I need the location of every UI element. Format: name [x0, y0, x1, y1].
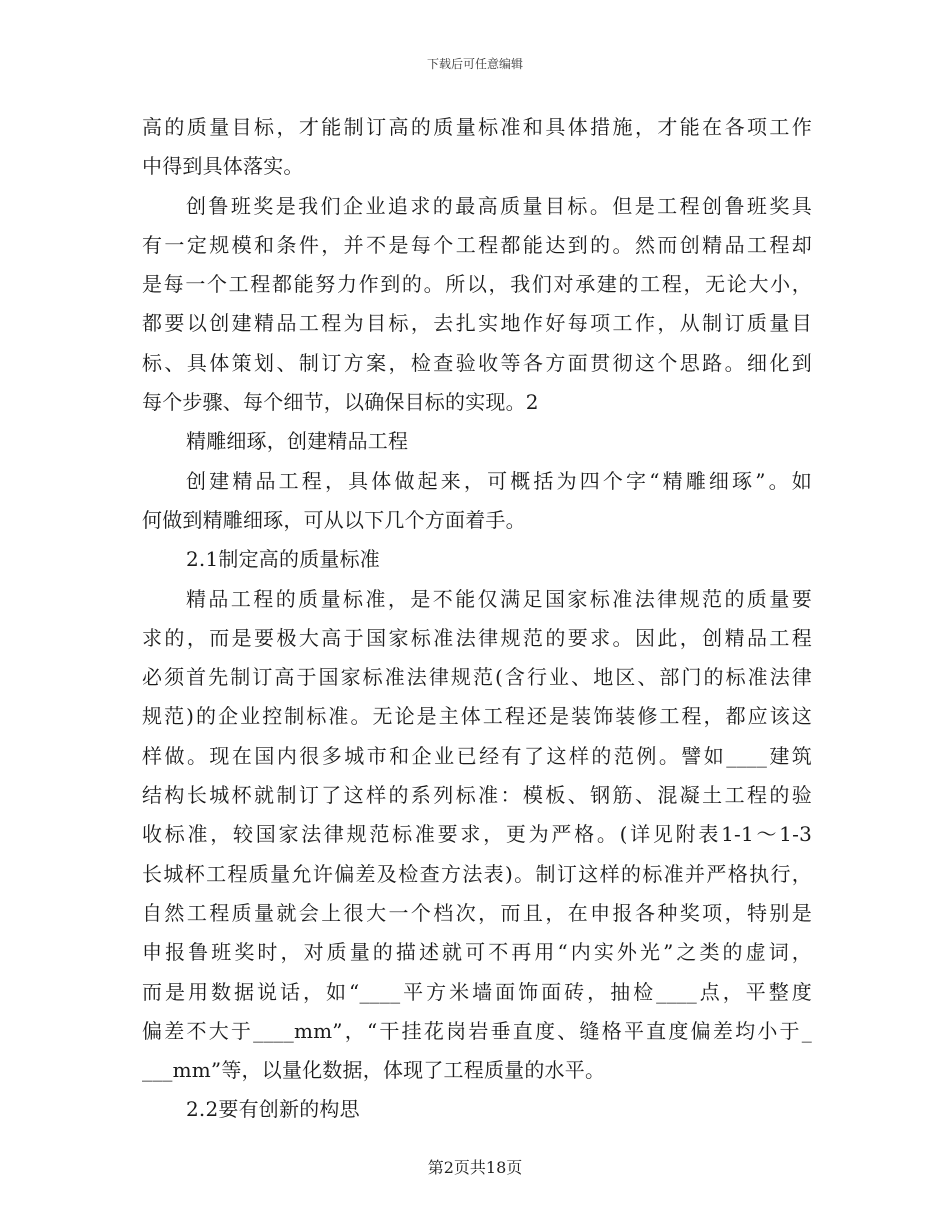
text-line: 2.1制定高的质量标准 — [186, 547, 381, 572]
text-line: 自然工程质量就会上很大一个档次，而且，在申报各种奖项，特别是 — [142, 900, 812, 925]
text-line: 规范)的企业控制标准。无论是主体工程还是装饰装修工程，都应该这 — [142, 704, 812, 729]
text-line: 何做到精雕细琢，可从以下几个方面着手。 — [142, 507, 526, 532]
text-line: 有一定规模和条件，并不是每个工程都能达到的。然而创精品工程却 — [142, 232, 812, 257]
text-line: 创鲁班奖是我们企业追求的最高质量目标。但是工程创鲁班奖具 — [186, 193, 812, 218]
text-line: 每个步骤、每个细节，以确保目标的实现。2 — [142, 390, 539, 415]
page-header: 下载后可任意编辑 — [426, 57, 523, 71]
text-line: 偏差不大于____mm”，“干挂花岗岩垂直度、缝格平直度偏差均小于_ — [142, 1018, 812, 1043]
text-line: 精品工程的质量标准，是不能仅满足国家标准法律规范的质量要 — [186, 586, 812, 611]
text-line: 长城杯工程质量允许偏差及检查方法表)。制订这样的标准并严格执行， — [142, 861, 812, 886]
text-line: 都要以创建精品工程为目标，去扎实地作好每项工作，从制订质量目 — [142, 311, 812, 336]
document-body — [142, 108, 812, 1130]
text-line: 求的，而是要极大高于国家标准法律规范的要求。因此，创精品工程 — [142, 625, 812, 650]
text-line: 是每一个工程都能努力作到的。所以，我们对承建的工程，无论大小， — [142, 272, 812, 297]
text-line: 而是用数据说话，如“____平方米墙面饰面砖，抽检____点，平整度 — [142, 979, 812, 1004]
page-footer: 第2页共18页 — [427, 1158, 523, 1177]
text-line: 必须首先制订高于国家标准法律规范(含行业、地区、部门的标准法律 — [142, 665, 812, 690]
text-line: 创建精品工程，具体做起来，可概括为四个字“精雕细琢”。如 — [186, 468, 812, 493]
text-line: 收标准，较国家法律规范标准要求，更为严格。(详见附表1-1～1-3 — [142, 822, 812, 847]
text-line: 高的质量目标，才能制订高的质量标准和具体措施，才能在各项工作 — [142, 115, 812, 139]
text-line: 样做。现在国内很多城市和企业已经有了这样的范例。譬如____建筑 — [142, 743, 812, 768]
text-line: 申报鲁班奖时，对质量的描述就可不再用“内实外光”之类的虚词， — [142, 940, 812, 965]
text-line: 中得到具体落实。 — [142, 154, 304, 179]
text-line: 结构长城杯就制订了这样的系列标准：模板、钢筋、混凝土工程的验 — [142, 783, 812, 808]
text-line: 精雕细琢，创建精品工程 — [186, 429, 409, 454]
text-line: 标、具体策划、制订方案，检查验收等各方面贯彻这个思路。细化到 — [142, 350, 812, 375]
text-line: 2.2要有创新的构思 — [186, 1097, 360, 1122]
text-line: ___mm”等，以量化数据，体现了工程质量的水平。 — [142, 1058, 606, 1083]
